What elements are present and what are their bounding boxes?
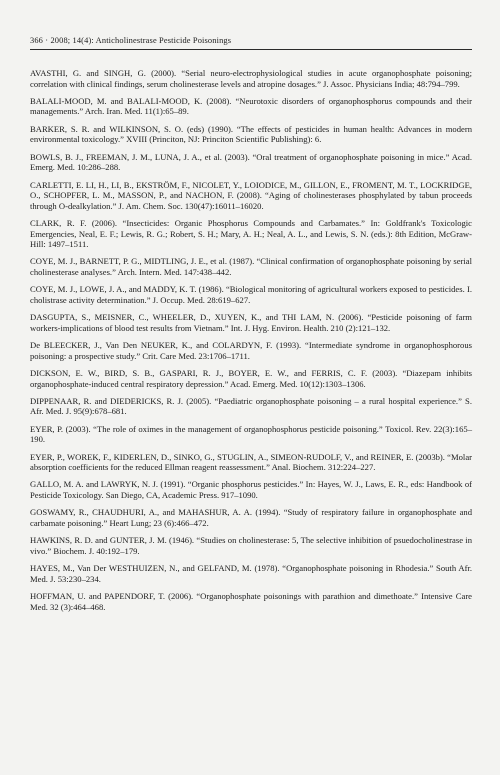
reference-entry: DICKSON, E. W., BIRD, S. B., GASPARI, R. J., BOYER, E. W., and FERRIS, C. F. (2003). “Diazepam inhibits organophosphate-induced central respiratory depression.” Acad. Emerg. Med. 10(12):1303–1306. [30,367,472,389]
reference-entry: HAWKINS, R. D. and GUNTER, J. M. (1946). “Studies on cholinesterase: 5, The selective inhibition of psuedocholinestrase in vivo.” Biochem. J. 40:192–179. [30,535,472,556]
reference-entry: GOSWAMY, R., CHAUDHURI, A., and MAHASHUR, A. A. (1994). “Study of respiratory failure in organophosphate and carbamate poisoning.” Heart Lung; 23 (6):466–472. [30,507,472,528]
reference-list [30,68,472,612]
reference-entry: CLARK, R. F. (2006). “Insecticides: Organic Phosphorus Compounds and Carbamates.” In: Goldfrank's Toxicologic Emergencies, Neal, E. F.; Lewis, R. G.; Robert, S. H.; Mary, A. H.; Neal, A. L., and Lewis, S. N. (eds.): 8th Edition, McGraw-Hill: 1497–1511. [30,217,472,250]
reference-entry: EYER, P., WOREK, F., KIDERLEN, D., SINKO, G., STUGLIN, A., SIMEON-RUDOLF, V., and REINER, E. (2003b). “Molar absorption coefficients for the reduced Ellman reagent reassessment.” Anal. Biochem. 312:224–227. [30,451,472,473]
reference-entry: BALALI-MOOD, M. and BALALI-MOOD, K. (2008). “Neurotoxic disorders of organophosphorus compounds and their managements.” Arch. Iran. Med. 11(1):65–89. [30,95,472,117]
reference-entry: BOWLS, B. J., FREEMAN, J. M., LUNA, J. A., et al. (2003). “Oral treatment of organophosphate poisoning in mice.” Acad. Emerg. Med. 10:286–288. [30,151,472,173]
reference-entry: COYE, M. J., LOWE, J. A., and MADDY, K. T. (1986). “Biological monitoring of agricultural workers exposed to pesticides. I. cholistrase activity determination.” J. Occup. Med. 28:619–627. [30,284,472,305]
reference-entry: EYER, P. (2003). “The role of oximes in the management of organophosphorus pesticide poisoning.” Toxicol. Rev. 22(3):165–190. [30,423,472,445]
reference-entry: DIPPENAAR, R. and DIEDERICKS, R. J. (2005). “Paediatric organophosphate poisoning – a rural hospital experience.” S. Afr. Med. J. 95(9):678–681. [30,395,472,417]
reference-entry: De BLEECKER, J., Van Den NEUKER, K., and COLARDYN, F. (1993). “Intermediate syndrome in organophosphorous poisoning: a prospective study.” Crit. Care Med. 23:1706–1711. [30,340,472,361]
reference-entry: GALLO, M. A. and LAWRYK, N. J. (1991). “Organic phosphorus pesticides.” In: Hayes, W. J., Laws, E. R., eds: Handbook of Pesticide Toxicology. San Diego, CA, Academic Press. 917–1090. [30,479,472,501]
reference-entry: HAYES, M., Van Der WESTHUIZEN, N., and GELFAND, M. (1978). “Organophosphate poisoning in Rhodesia.” South Afr. Med. J. 53:230–234. [30,563,472,584]
reference-entry: BARKER, S. R. and WILKINSON, S. O. (eds) (1990). “The effects of pesticides in human health: Advances in modern environmental toxicology.” XVIII (Princiton, NJ: Princiton Scientific Publishing): 6. [30,123,472,145]
running-header: 366 · 2008; 14(4): Anticholinestrase Pesticide Poisonings [30,36,232,45]
header-rule [30,49,472,50]
reference-entry: CARLETTI, E. LI, H., LI, B., EKSTRÖM, F., NICOLET, Y., LOIODICE, M., GILLON, E., FROMENT, M. T., LOCKRIDGE, O., SCHOPFER, L. M., MASSON, P., and NACHON, F. (2008). “Aging of cholinesterases phosphylated by tabun proceeds through O-dealkylation.” J. Am. Chem. Soc. 130(47):16011–16020. [30,179,472,211]
reference-entry: DASGUPTA, S., MEISNER, C., WHEELER, D., XUYEN, K., and THI LAM, N. (2006). “Pesticide poisoning of farm workers-implications of blood test results from Vietnam.” Int. J. Hyg. Environ. Health. 210 (2):121–132. [30,312,472,333]
reference-entry: AVASTHI, G. and SINGH, G. (2000). “Serial neuro-electrophysiological studies in acute organophosphate poisoning; correlation with clinical findings, serum cholinesterase levels and atropine dosages.” J. Assoc. Physicians India; 48:794–799. [30,68,472,89]
reference-entry: COYE, M. J., BARNETT, P. G., MIDTLING, J. E., et al. (1987). “Clinical confirmation of organophosphate poisoning by serial cholinesterase analyses.” Arch. Intern. Med. 147:438–442. [30,256,472,278]
reference-entry: HOFFMAN, U. and PAPENDORF, T. (2006). “Organophosphate poisonings with parathion and dimethoate.” Intensive Care Med. 32 (3):464–468. [30,590,472,612]
